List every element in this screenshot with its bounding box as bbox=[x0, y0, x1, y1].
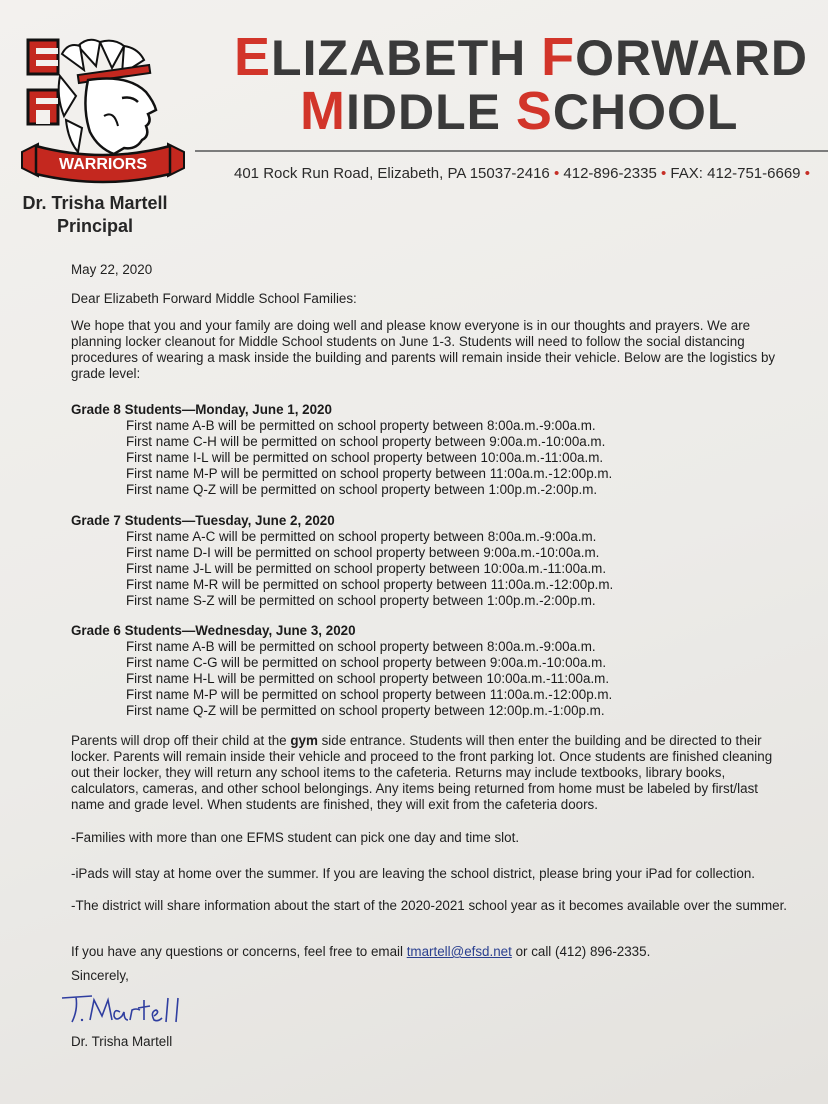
grade-6-slot: First name M-P will be permitted on school property between 11:00a.m.-12:00p.m. bbox=[126, 687, 613, 702]
grade-7-heading: Grade 7 Students—Tuesday, June 2, 2020 bbox=[71, 513, 335, 528]
closing: Sincerely, bbox=[71, 968, 129, 983]
warriors-banner bbox=[22, 144, 184, 182]
salutation: Dear Elizabeth Forward Middle School Families: bbox=[71, 291, 357, 306]
signer-name: Dr. Trisha Martell bbox=[71, 1034, 173, 1049]
grade-8-slot: First name C-H will be permitted on school property between 9:00a.m.-10:00a.m. bbox=[126, 434, 606, 449]
grade-6-slot: First name A-B will be permitted on school property between 8:00a.m.-9:00a.m. bbox=[126, 639, 596, 654]
school-name-line2: MIDDLE SCHOOL bbox=[300, 81, 739, 141]
grade-8-slot: First name M-P will be permitted on school property between 11:00a.m.-12:00p.m. bbox=[126, 466, 613, 481]
intro-paragraph: We hope that you and your family are doing well and please know everyone is in our thoughts and prayers. We are planning locker cleanout for Middle School students on June 1-3. Students will need to follow the social distancing procedures of wearing a mask inside the building and parents will remain inside their vehicle. Below are the logistics by grade level: bbox=[71, 318, 776, 381]
grade-7-slot: First name D-I will be permitted on school property between 9:00a.m.-10:00a.m. bbox=[126, 545, 600, 560]
dropoff-paragraph: Parents will drop off their child at the gym side entrance. Students will then enter the building and be directed to their locker. Parents will remain inside their vehicle and proceed to the front parking lot. Once students are finished cleaning out their locker, they will return any school items to the cafeteria. Returns may include textbooks, library books, calculators, cameras, and other school belongings. Any items being returned from home must be labeled by first/last name and grade level. When students are finished, they will exit from the cafeteria doors. bbox=[71, 733, 773, 812]
header-divider bbox=[195, 150, 828, 152]
school-logo bbox=[18, 36, 190, 184]
letter-date: May 22, 2020 bbox=[71, 262, 153, 277]
grade-8-slot: First name I-L will be permitted on school property between 10:00a.m.-11:00a.m. bbox=[126, 450, 604, 465]
note-families: -Families with more than one EFMS student can pick one day and time slot. bbox=[71, 830, 520, 845]
warrior-face-icon bbox=[85, 79, 156, 155]
grade-6-slot: First name Q-Z will be permitted on school property between 12:00p.m.-1:00p.m. bbox=[126, 703, 605, 718]
note-district: -The district will share information about the start of the 2020-2021 school year as it becomes available over the summer. bbox=[71, 898, 788, 913]
grade-6-slot: First name H-L will be permitted on school property between 10:00a.m.-11:00a.m. bbox=[126, 671, 610, 686]
school-address: 401 Rock Run Road, Elizabeth, PA 15037-2416 • 412-896-2335 • FAX: 412-751-6669 • bbox=[234, 165, 810, 182]
school-name-line1: ELIZABETH FORWARD bbox=[234, 27, 808, 87]
note-ipads: -iPads will stay at home over the summer. If you are leaving the school district, please bring your iPad for collection. bbox=[71, 866, 755, 881]
grade-7-slot: First name S-Z will be permitted on school property between 1:00p.m.-2:00p.m. bbox=[126, 593, 596, 608]
grade-8-slot: First name A-B will be permitted on school property between 8:00a.m.-9:00a.m. bbox=[126, 418, 596, 433]
email-link[interactable]: tmartell@efsd.net bbox=[406, 944, 512, 959]
grade-6-slot: First name C-G will be permitted on school property between 9:00a.m.-10:00a.m. bbox=[126, 655, 607, 670]
grade-6-heading: Grade 6 Students—Wednesday, June 3, 2020 bbox=[71, 623, 356, 638]
principal-block bbox=[0, 192, 190, 238]
contact-line: If you have any questions or concerns, feel free to email tmartell@efsd.net or call (412) 896-2335. bbox=[71, 944, 651, 959]
ef-letters-icon bbox=[28, 40, 58, 124]
logo-banner-text: WARRIORS bbox=[59, 156, 147, 173]
grade-8-heading: Grade 8 Students—Monday, June 1, 2020 bbox=[71, 402, 332, 417]
principal-name: Dr. Trisha Martell bbox=[22, 193, 168, 213]
grade-8-slot: First name Q-Z will be permitted on school property between 1:00p.m.-2:00p.m. bbox=[126, 482, 598, 497]
handwritten-signature bbox=[58, 990, 188, 1030]
grade-7-slot: First name J-L will be permitted on school property between 10:00a.m.-11:00a.m. bbox=[126, 561, 607, 576]
principal-title: Principal bbox=[56, 216, 134, 236]
grade-7-slot: First name A-C will be permitted on school property between 8:00a.m.-9:00a.m. bbox=[126, 529, 597, 544]
grade-7-slot: First name M-R will be permitted on school property between 11:00a.m.-12:00p.m. bbox=[126, 577, 614, 592]
